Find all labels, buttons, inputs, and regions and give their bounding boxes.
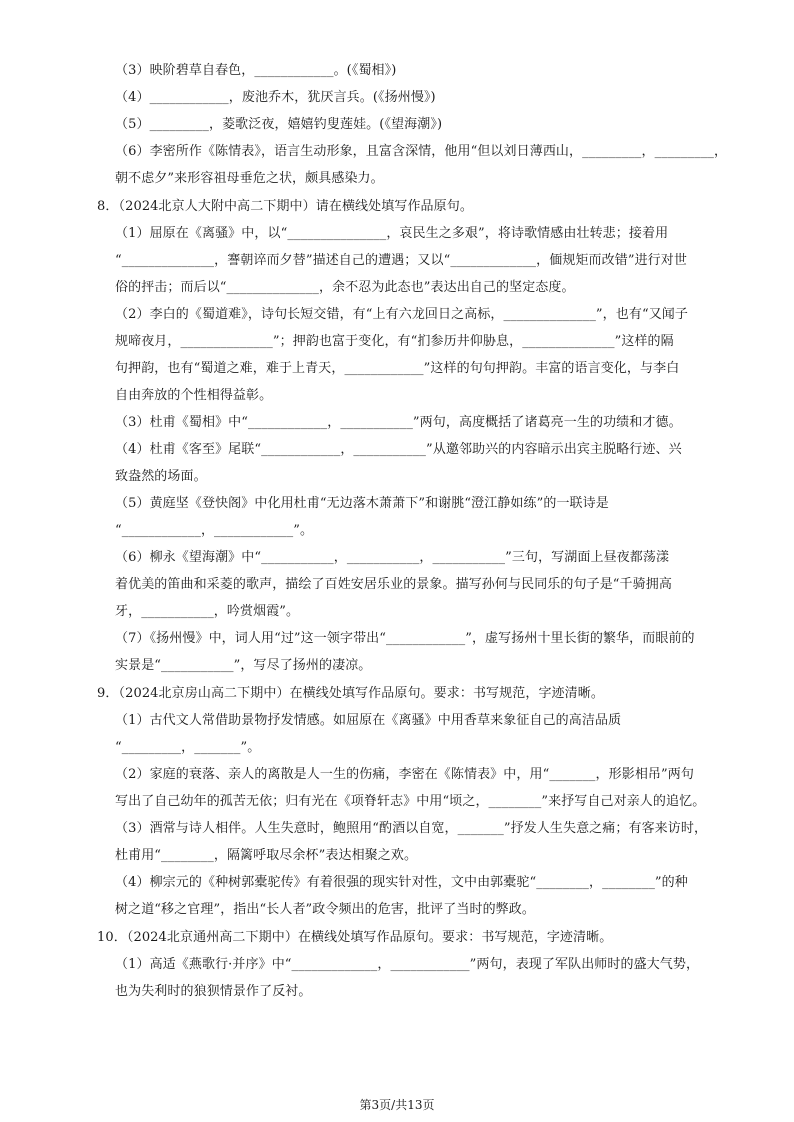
text-line: （3）映阶碧草自春色，____________。(《蜀相》) bbox=[115, 63, 397, 78]
text-line: （2）李白的《蜀道难》，诗句长短交错，有“上有六龙回日之高标，______________”，也有“又闻子 bbox=[115, 307, 689, 322]
question-heading: 8．（2024北京人大附中高二下期中）请在横线处填写作品原句。 bbox=[97, 199, 473, 214]
text-line: （4）柳宗元的《种树郭橐驼传》有着很强的现实针对性，文中由郭橐驼“________，________”的种 bbox=[115, 875, 688, 890]
text-line: 也为失利时的狼狈情景作了反衬。 bbox=[115, 984, 312, 999]
text-line: 着优美的笛曲和采菱的歌声，描绘了百姓安居乐业的景象。描写孙何与民同乐的句子是“千骑拥高 bbox=[115, 577, 672, 592]
text-line: “_________，_______”。 bbox=[115, 740, 261, 755]
text-line: 致盎然的场面。 bbox=[115, 469, 207, 484]
text-line: （4）杜甫《客至》尾联“____________，___________”从邀邻助兴的内容暗示出宾主脱略行迹、兴 bbox=[115, 442, 682, 457]
text-line: （4）____________，废池乔木，犹厌言兵。(《扬州慢》) bbox=[115, 90, 436, 105]
text-line: （2）家庭的衰落、亲人的离散是人一生的伤痛，李密在《陈情表》中，用“_______，形影相吊”两句 bbox=[115, 767, 694, 782]
text-line: （7）《扬州慢》中，词人用“过”这一领字带出“____________”，虚写扬州十里长街的繁华，而眼前的 bbox=[115, 631, 695, 646]
text-line: （5）_________，菱歌泛夜，嬉嬉钓叟莲娃。(《望海潮》) bbox=[115, 117, 443, 132]
text-line: 句押韵，也有“蜀道之难，难于上青天，____________”这样的句句押韵。丰富的语言变化，与李白 bbox=[115, 361, 680, 376]
text-line: 牙，___________，吟赏烟霞”。 bbox=[115, 604, 300, 619]
text-line: 朝不虑夕”来形容祖母垂危之状，颇具感染力。 bbox=[115, 171, 384, 186]
text-line: 写出了自己幼年的孤苦无依；归有光在《项脊轩志》中用“顷之，________”来抒写自己对亲人的追忆。 bbox=[115, 794, 706, 809]
text-line: （5）黄庭坚《登快阁》中化用杜甫“无边落木萧萧下”和谢朓“澄江静如练”的一联诗是 bbox=[115, 496, 609, 511]
text-line: （6）柳永《望海潮》中“___________，___________，___________”三句，写湖面上昼夜都荡漾 bbox=[115, 550, 670, 565]
text-line: 树之道“移之官理”，指出“长人者”政令频出的危害，批评了当时的弊政。 bbox=[115, 902, 535, 917]
text-line: 规啼夜月，______________”；押韵也富于变化，有“扪参历井仰胁息，______________”这样的隔 bbox=[115, 334, 674, 349]
text-line: “____________，____________”。 bbox=[115, 523, 314, 538]
page-number: 第3页/共13页 bbox=[359, 1098, 435, 1112]
text-line: 实景是“___________”，写尽了扬州的凄凉。 bbox=[115, 658, 372, 673]
text-line: 俗的抨击；而后以“______________，余不忍为此态也”表达出自己的坚定态度。 bbox=[115, 280, 575, 295]
question-heading: 10．（2024北京通州高二下期中）在横线处填写作品原句。要求：书写规范，字迹清晰。 bbox=[97, 930, 613, 945]
question-heading: 9．（2024北京房山高二下期中）在横线处填写作品原句。要求：书写规范，字迹清晰。 bbox=[97, 686, 604, 701]
text-line: （1）高适《燕歌行·并序》中“_____________，____________”两句，表现了军队出师时的盛大气势， bbox=[115, 957, 700, 972]
text-line: （3）酒常与诗人相伴。人生失意时，鲍照用“酌酒以自宽，_______”抒发人生失意之痛；有客来访时， bbox=[115, 821, 708, 836]
text-line: “______________，謇朝谇而夕替”描述自己的遭遇；又以“_____________，偭规矩而改错”进行对世 bbox=[115, 253, 687, 268]
text-line: 自由奔放的个性相得益彰。 bbox=[115, 388, 273, 403]
text-line: （3）杜甫《蜀相》中“____________，___________”两句，高度概括了诸葛亮一生的功绩和才德。 bbox=[115, 415, 682, 430]
text-line: （1）古代文人常借助景物抒发情感。如屈原在《离骚》中用香草来象征自己的高洁品质 bbox=[115, 713, 622, 728]
text-line: 杜甫用“________，隔篱呼取尽余杯”表达相聚之欢。 bbox=[115, 848, 418, 863]
text-line: （6）李密所作《陈情表》，语言生动形象，且富含深情，他用“但以刘日薄西山，_________，_________， bbox=[115, 144, 728, 159]
text-line: （1）屈原在《离骚》中，以“_______________，哀民生之多艰”，将诗歌情感由壮转悲；接着用 bbox=[115, 226, 669, 241]
